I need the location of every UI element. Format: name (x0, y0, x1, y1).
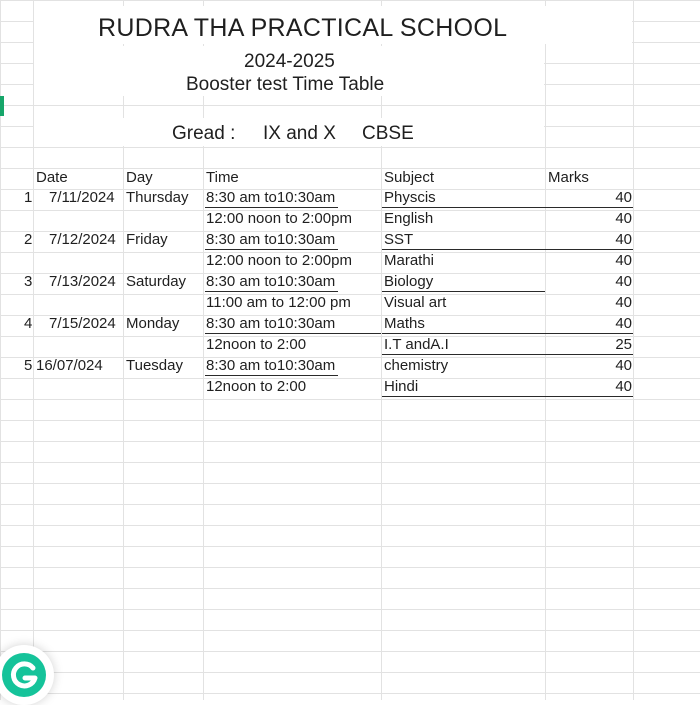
column-header-date[interactable]: Date (36, 169, 68, 186)
column-header-marks[interactable]: Marks (548, 169, 589, 186)
cell-marks[interactable]: 40 (615, 294, 632, 311)
cell-time[interactable]: 8:30 am to10:30am (206, 357, 336, 374)
cell-date[interactable]: 7/11/2024 (49, 189, 115, 206)
cell-subject[interactable]: English (384, 210, 434, 227)
cell-subject[interactable]: Maths (384, 315, 425, 332)
cell-day[interactable]: Saturday (126, 273, 187, 290)
cell-border (382, 354, 633, 355)
cell-time[interactable]: 12:00 noon to 2:00pm (206, 252, 352, 269)
cell-border (382, 396, 633, 397)
cell-marks[interactable]: 40 (615, 315, 632, 332)
cell-marks[interactable]: 40 (615, 252, 632, 269)
cell-marks[interactable]: 40 (615, 189, 632, 206)
cell-subject[interactable]: I.T andA.I (384, 336, 449, 353)
grade-label: Gread : (172, 123, 236, 144)
cell-subject[interactable]: Marathi (384, 252, 435, 269)
cell-border (205, 249, 338, 250)
cell-subject[interactable]: Physcis (384, 189, 436, 206)
cell-subject[interactable]: SST (384, 231, 414, 248)
cell-date[interactable]: 7/13/2024 (49, 273, 116, 290)
cell-time[interactable]: 8:30 am to10:30am (206, 273, 336, 290)
grid-column-line (33, 0, 34, 700)
table-subtitle: Booster test Time Table (186, 74, 385, 95)
grid-column-line (123, 0, 124, 700)
grid-column-line (545, 0, 546, 700)
row-number[interactable]: 4 (24, 315, 33, 332)
cell-marks[interactable]: 40 (615, 231, 632, 248)
cell-day[interactable]: Friday (126, 231, 168, 248)
column-header-day[interactable]: Day (126, 169, 153, 186)
cell-time[interactable]: 11:00 am to 12:00 pm (206, 294, 351, 311)
grammarly-g-icon[interactable] (0, 645, 54, 705)
academic-year: 2024-2025 (244, 51, 335, 72)
grid-column-line (203, 0, 204, 700)
row-number[interactable]: 3 (24, 273, 33, 290)
cell-time[interactable]: 12noon to 2:00 (206, 336, 307, 353)
grid-column-line (633, 0, 634, 700)
cell-date[interactable]: 7/12/2024 (49, 231, 116, 248)
cell-subject[interactable]: chemistry (384, 357, 449, 374)
school-name: RUDRA THA PRACTICAL SCHOOL (98, 14, 508, 42)
row-selection-marker (0, 96, 4, 116)
column-header-subject[interactable]: Subject (384, 169, 435, 186)
g-logo-graphic (0, 651, 48, 699)
cell-time[interactable]: 8:30 am to10:30am (206, 231, 336, 248)
cell-marks[interactable]: 40 (615, 273, 632, 290)
cell-border (382, 249, 633, 250)
row-number[interactable]: 2 (24, 231, 33, 248)
cell-border (205, 375, 338, 376)
cell-day[interactable]: Thursday (126, 189, 189, 206)
cell-subject[interactable]: Biology (384, 273, 434, 290)
cell-marks[interactable]: 40 (615, 378, 632, 395)
cell-time[interactable]: 12:00 noon to 2:00pm (206, 210, 352, 227)
cell-day[interactable]: Tuesday (126, 357, 183, 374)
cell-marks[interactable]: 25 (615, 336, 632, 353)
grade-value: IX and X (263, 123, 336, 144)
cell-date[interactable]: 16/07/024 (36, 357, 103, 374)
row-number[interactable]: 5 (24, 357, 33, 374)
cell-border (382, 207, 633, 208)
cell-border (382, 333, 633, 334)
cell-day[interactable]: Monday (126, 315, 180, 332)
row-number[interactable]: 1 (24, 189, 33, 206)
cell-subject[interactable]: Visual art (384, 294, 447, 311)
cell-marks[interactable]: 40 (615, 357, 632, 374)
cell-time[interactable]: 12noon to 2:00 (206, 378, 307, 395)
cell-border (382, 291, 545, 292)
board-name: CBSE (362, 123, 414, 144)
grid-column-line (381, 0, 382, 700)
column-header-time[interactable]: Time (206, 169, 239, 186)
cell-date[interactable]: 7/15/2024 (49, 315, 116, 332)
cell-time[interactable]: 8:30 am to10:30am (206, 315, 336, 332)
cell-subject[interactable]: Hindi (384, 378, 419, 395)
cell-border (205, 291, 338, 292)
cell-border (205, 333, 381, 334)
cell-time[interactable]: 8:30 am to10:30am (206, 189, 336, 206)
cell-marks[interactable]: 40 (615, 210, 632, 227)
cell-border (205, 207, 338, 208)
